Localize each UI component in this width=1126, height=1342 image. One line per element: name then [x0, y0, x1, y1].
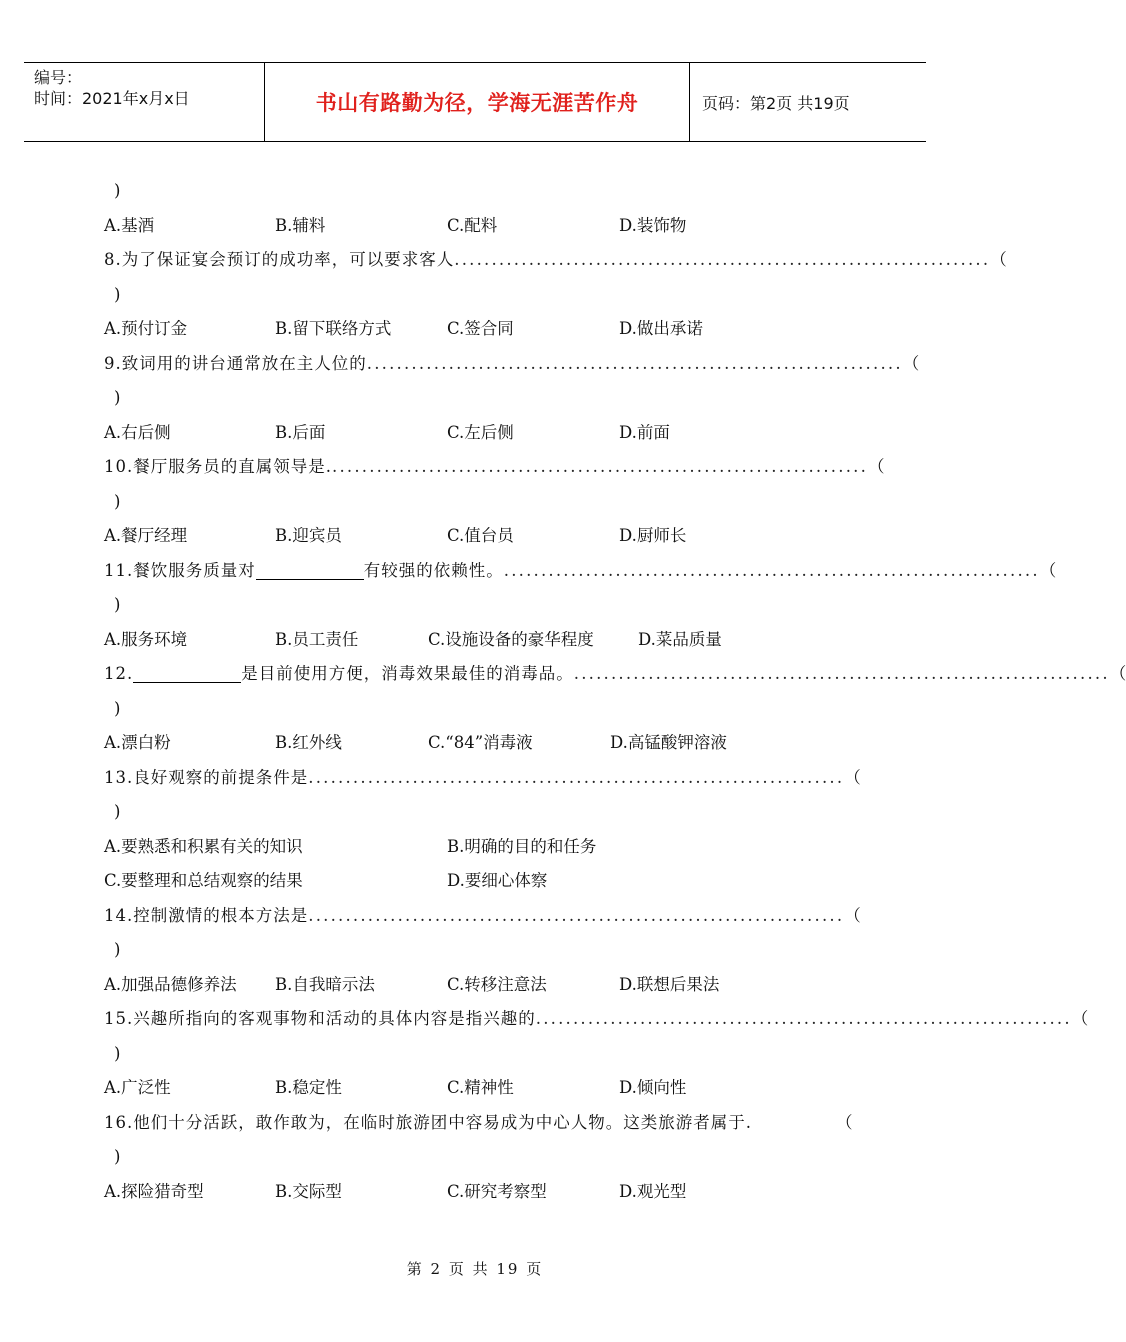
question-16 [104, 1106, 853, 1141]
question-list [104, 174, 1126, 1209]
question-14 [104, 899, 861, 934]
paren-close: ) [114, 940, 121, 959]
option-a: A.预付订金 [104, 319, 188, 338]
question-stem: 14.控制激情的根本方法是 [104, 905, 309, 925]
paren-open: （ [844, 767, 861, 787]
paren-open: （ [990, 250, 1007, 269]
leader-dots: ........................................................................ [503, 560, 1040, 580]
page-header [24, 62, 926, 142]
header-page-label: 页码：第2页 共19页 [702, 93, 850, 113]
option-a: A.餐厅经理 [104, 526, 188, 545]
option-c: C.值台员 [447, 526, 514, 545]
options-q13-row2 [104, 864, 850, 899]
options-q12 [104, 726, 850, 761]
question-stem: 13.良好观察的前提条件是 [104, 767, 309, 787]
options-q13-row1 [104, 830, 850, 865]
option-a: A.基酒 [104, 215, 155, 235]
question-stem [104, 657, 574, 692]
paren-close: ) [114, 1043, 121, 1063]
time-label: 时间：2021年x月x日 [34, 89, 190, 108]
option-b: B.迎宾员 [275, 526, 342, 545]
leader-dots: ........................................................................ [366, 353, 903, 373]
leader-dots: ........................................................................ [332, 457, 869, 476]
paren-close: ) [114, 1147, 121, 1166]
options-q15 [104, 1071, 850, 1106]
options-q16 [104, 1175, 850, 1210]
paren-open: （ [836, 1112, 853, 1132]
paren-open: （ [1039, 560, 1057, 580]
option-c: C.左后侧 [447, 422, 514, 442]
stem-part-1: 12. [104, 664, 134, 683]
question-13 [104, 761, 861, 796]
question-10 [104, 450, 885, 485]
options-q11 [104, 623, 850, 658]
option-d: D.联想后果法 [619, 974, 720, 994]
leader-dots: ........................................................................ [454, 250, 991, 269]
question-stem [104, 554, 504, 589]
paren-close: ) [114, 491, 121, 511]
paren-close: ) [114, 802, 121, 821]
question-stem: 10.餐厅服务员的直属领导是. [104, 457, 332, 476]
option-b: B.辅料 [275, 215, 326, 235]
option-c: C.“84”消毒液 [428, 733, 533, 752]
stem-part-1: 11.餐饮服务质量对 [104, 560, 256, 580]
option-d: D.做出承诺 [619, 319, 703, 338]
question-stem: 16.他们十分活跃，敢作敢为，在临时旅游团中容易成为中心人物。这类旅游者属于. [104, 1112, 752, 1132]
option-a: A.要熟悉和积累有关的知识 [104, 836, 303, 856]
leader-dots: ........................................................................ [535, 1009, 1072, 1028]
option-d: D.观光型 [619, 1181, 687, 1201]
options-q7 [104, 209, 850, 244]
option-a: A.广泛性 [104, 1078, 171, 1097]
question-stem: 15.兴趣所指向的客观事物和活动的具体内容是指兴趣的 [104, 1009, 536, 1028]
paren-close: ) [114, 595, 121, 614]
question-9 [104, 347, 920, 382]
header-info [24, 63, 265, 141]
option-d: D.装饰物 [619, 215, 687, 235]
paren-open: （ [1071, 1009, 1089, 1028]
leader-dots: ........................................................................ [308, 905, 845, 925]
option-b: B.自我暗示法 [275, 974, 375, 994]
question-8 [104, 243, 1007, 278]
question-15 [104, 1002, 1089, 1037]
option-a: A.探险猎奇型 [104, 1181, 204, 1201]
option-c: C.精神性 [447, 1078, 514, 1097]
page-footer: 第 2 页 共 19 页 [406, 1260, 544, 1278]
serial-label: 编号： [34, 68, 83, 87]
option-c: C.配料 [447, 215, 498, 235]
paren-open: （ [868, 457, 885, 476]
paren-close: ) [114, 698, 121, 718]
question-stem: 9.致词用的讲台通常放在主人位的 [104, 353, 367, 373]
option-a: A.加强品德修养法 [104, 974, 237, 994]
stem-part-2: 是目前使用方便，消毒效果最佳的消毒品。 [241, 664, 574, 683]
option-b: B.后面 [275, 422, 326, 442]
options-q8 [104, 312, 850, 347]
paren-close: ) [114, 388, 121, 407]
option-b: B.稳定性 [275, 1078, 342, 1097]
options-q9 [104, 416, 850, 451]
header-motto: 书山有路勤为径，学海无涯苦作舟 [265, 63, 690, 141]
fill-blank [133, 660, 241, 683]
option-c: C.要整理和总结观察的结果 [104, 871, 303, 890]
option-d: D.菜品质量 [638, 629, 722, 649]
paren-open: （ [902, 353, 920, 373]
option-a: A.右后侧 [104, 422, 171, 442]
option-d: D.高锰酸钾溶液 [610, 733, 727, 752]
option-a: A.服务环境 [104, 629, 188, 649]
option-c: C.签合同 [447, 319, 514, 338]
option-c: C.研究考察型 [447, 1181, 547, 1201]
stem-part-2: 有较强的依赖性。 [363, 560, 504, 580]
question-11 [104, 554, 1057, 589]
option-d: D.倾向性 [619, 1078, 687, 1097]
option-b: B.留下联络方式 [275, 319, 392, 338]
option-b: B.交际型 [275, 1181, 342, 1201]
options-q10 [104, 519, 850, 554]
option-d: D.要细心体察 [447, 871, 548, 890]
option-d: D.厨师长 [619, 526, 687, 545]
option-c: C.转移注意法 [447, 974, 547, 994]
leader-dots: ........................................................................ [573, 664, 1110, 683]
option-a: A.漂白粉 [104, 733, 171, 752]
paren-open: （ [1109, 664, 1126, 683]
option-c: C.设施设备的豪华程度 [428, 629, 594, 649]
option-b: B.明确的目的和任务 [447, 836, 597, 856]
option-b: B.红外线 [275, 733, 342, 752]
question-stem: 8.为了保证宴会预订的成功率，可以要求客人 [104, 250, 455, 269]
leader-dots [752, 1106, 836, 1141]
paren-close: ) [114, 181, 121, 200]
options-q14 [104, 968, 850, 1003]
paren-close: ) [114, 284, 121, 304]
question-12 [104, 657, 1126, 692]
option-b: B.员工责任 [275, 629, 359, 649]
fill-blank [256, 557, 364, 580]
leader-dots: ........................................................................ [308, 767, 845, 787]
paren-open: （ [844, 905, 861, 925]
option-d: D.前面 [619, 422, 670, 442]
